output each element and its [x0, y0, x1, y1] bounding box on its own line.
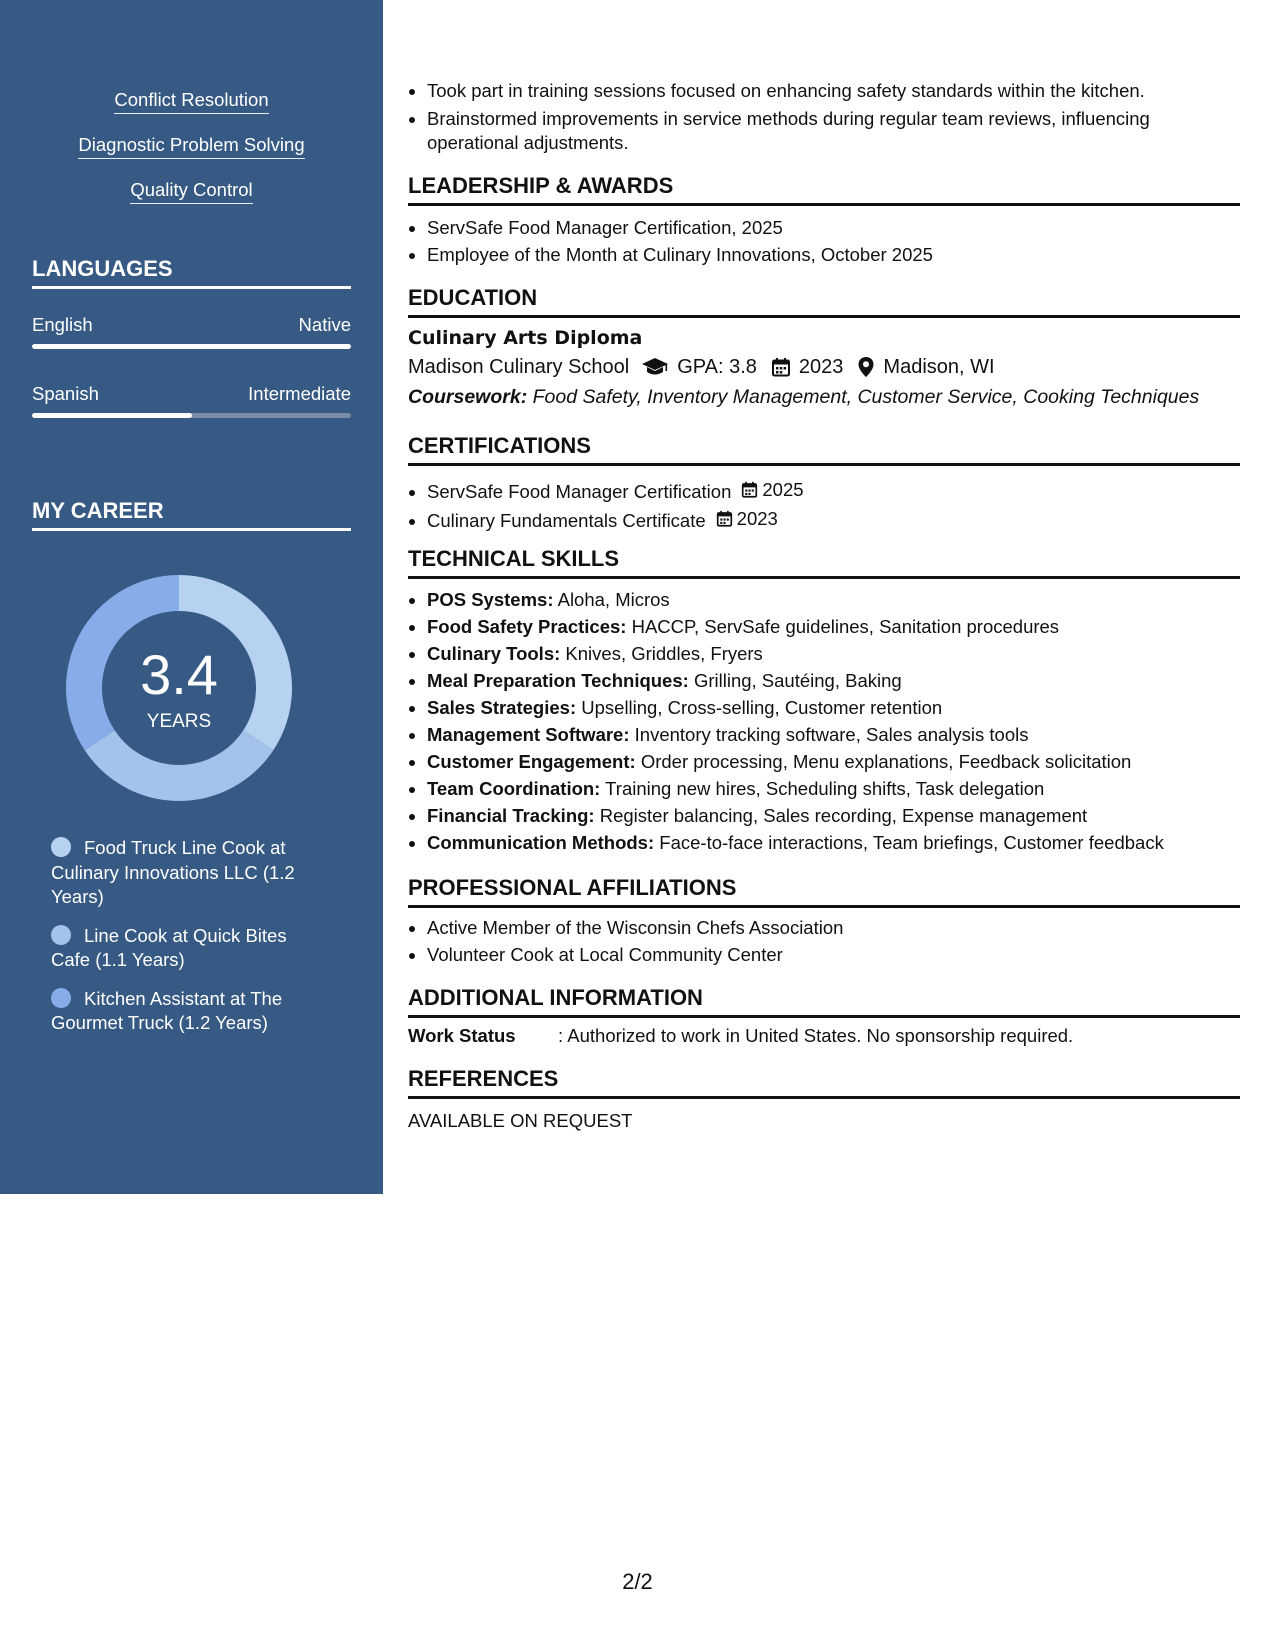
language-level: Native — [298, 314, 351, 335]
experience-bullets — [408, 79, 1240, 156]
career-total-value: 3.4 — [140, 643, 218, 706]
languages-heading: LANGUAGES — [32, 255, 351, 289]
skill-item[interactable]: Quality Control — [0, 178, 383, 204]
calendar-icon — [741, 481, 758, 498]
location-pin-icon — [857, 356, 875, 378]
career-item: Kitchen Assistant at The Gourmet Truck (1.2 Years) — [51, 987, 283, 1033]
calendar-icon — [771, 357, 791, 377]
career-item: Food Truck Line Cook at Culinary Innovations LLC (1.2 Years) — [51, 837, 295, 907]
education-entry — [408, 324, 1240, 412]
experience-bullet: • Brainstormed improvements in service methods during regular team reviews, influencing operational adjustments. — [427, 107, 1240, 156]
affiliation-item: • Volunteer Cook at Local Community Center — [427, 941, 1240, 968]
graduation-cap-icon — [641, 357, 669, 377]
career-total-unit: YEARS — [146, 711, 212, 732]
donut-segment — [85, 730, 274, 801]
technical-skills-list — [408, 586, 1240, 856]
skill-row: • Culinary Tools: Knives, Griddles, Fryers — [427, 640, 1240, 667]
language-bar-fill — [32, 413, 192, 418]
skill-row: • POS Systems: Aloha, Micros — [427, 586, 1240, 613]
skill-row: • Communication Methods: Face-to-face interactions, Team briefings, Customer feedback — [427, 829, 1240, 856]
certification-item: • ServSafe Food Manager Certification 2025 — [427, 476, 1240, 505]
career-item: Line Cook at Quick Bites Cafe (1.1 Years) — [51, 924, 287, 970]
education-heading: EDUCATION — [408, 284, 1240, 318]
skill-item[interactable]: Conflict Resolution — [0, 88, 383, 114]
affiliations-list — [408, 914, 1240, 968]
work-status — [408, 1022, 1240, 1049]
education-details — [408, 352, 1240, 382]
degree-title: Culinary Arts Diploma — [408, 327, 643, 349]
affiliations-heading: PROFESSIONAL AFFILIATIONS — [408, 874, 1240, 908]
affiliation-item: • Active Member of the Wisconsin Chefs Association — [427, 914, 1240, 941]
career-list — [51, 836, 321, 1050]
school-location: Madison, WI — [883, 356, 995, 378]
leadership-item: • ServSafe Food Manager Certification, 2025 — [427, 214, 1240, 241]
skill-row: • Customer Engagement: Order processing, Menu explanations, Feedback solicitation — [427, 748, 1240, 775]
technical-skills-heading: TECHNICAL SKILLS — [408, 545, 1240, 579]
certification-item: • Culinary Fundamentals Certificate 2023 — [427, 505, 1240, 534]
language-row — [32, 382, 351, 406]
language-bar — [32, 344, 351, 349]
gpa: GPA: 3.8 — [677, 356, 757, 378]
skill-row: • Meal Preparation Techniques: Grilling, Sautéing, Baking — [427, 667, 1240, 694]
career-heading: MY CAREER — [32, 497, 351, 531]
references-text: AVAILABLE ON REQUEST — [408, 1110, 633, 1131]
work-status-label: Work Status — [408, 1025, 516, 1046]
calendar-icon — [716, 510, 733, 527]
coursework-label: Coursework: — [408, 386, 528, 408]
graduation-year: 2023 — [798, 356, 844, 378]
experience-bullet: • Took part in training sessions focused on enhancing safety standards within the kitchen. — [427, 79, 1240, 104]
language-bar — [32, 413, 351, 418]
page-number: 2/2 — [622, 1569, 653, 1594]
language-level: Intermediate — [248, 383, 351, 404]
coursework-list: Food Safety, Inventory Management, Customer Service, Cooking Techniques — [532, 386, 1200, 408]
leadership-list — [408, 214, 1240, 268]
language-name: English — [32, 314, 93, 335]
coursework — [408, 382, 1240, 412]
career-dot-icon — [51, 837, 71, 857]
school-name: Madison Culinary School — [408, 356, 630, 378]
language-name: Spanish — [32, 383, 99, 404]
skill-row: • Sales Strategies: Upselling, Cross-selling, Customer retention — [427, 694, 1240, 721]
work-status-value: : Authorized to work in United States. No sponsorship required. — [558, 1025, 1074, 1046]
sidebar — [0, 0, 383, 1194]
career-dot-icon — [51, 925, 71, 945]
skill-row: • Management Software: Inventory tracking software, Sales analysis tools — [427, 721, 1240, 748]
career-dot-icon — [51, 988, 71, 1008]
skill-row: • Food Safety Practices: HACCP, ServSafe guidelines, Sanitation procedures — [427, 613, 1240, 640]
skill-row: • Team Coordination: Training new hires, Scheduling shifts, Task delegation — [427, 775, 1240, 802]
language-row — [32, 313, 351, 337]
skill-item[interactable]: Diagnostic Problem Solving — [0, 133, 383, 159]
references-heading: REFERENCES — [408, 1065, 1240, 1099]
certifications-list — [408, 476, 1240, 534]
leadership-item: • Employee of the Month at Culinary Innovations, October 2025 — [427, 241, 1240, 268]
certifications-heading: CERTIFICATIONS — [408, 432, 1240, 466]
leadership-heading: LEADERSHIP & AWARDS — [408, 172, 1240, 206]
career-donut-chart — [66, 575, 292, 801]
skill-row: • Financial Tracking: Register balancing, Sales recording, Expense management — [427, 802, 1240, 829]
language-bar-fill — [32, 344, 351, 349]
additional-info-heading: ADDITIONAL INFORMATION — [408, 984, 1240, 1018]
